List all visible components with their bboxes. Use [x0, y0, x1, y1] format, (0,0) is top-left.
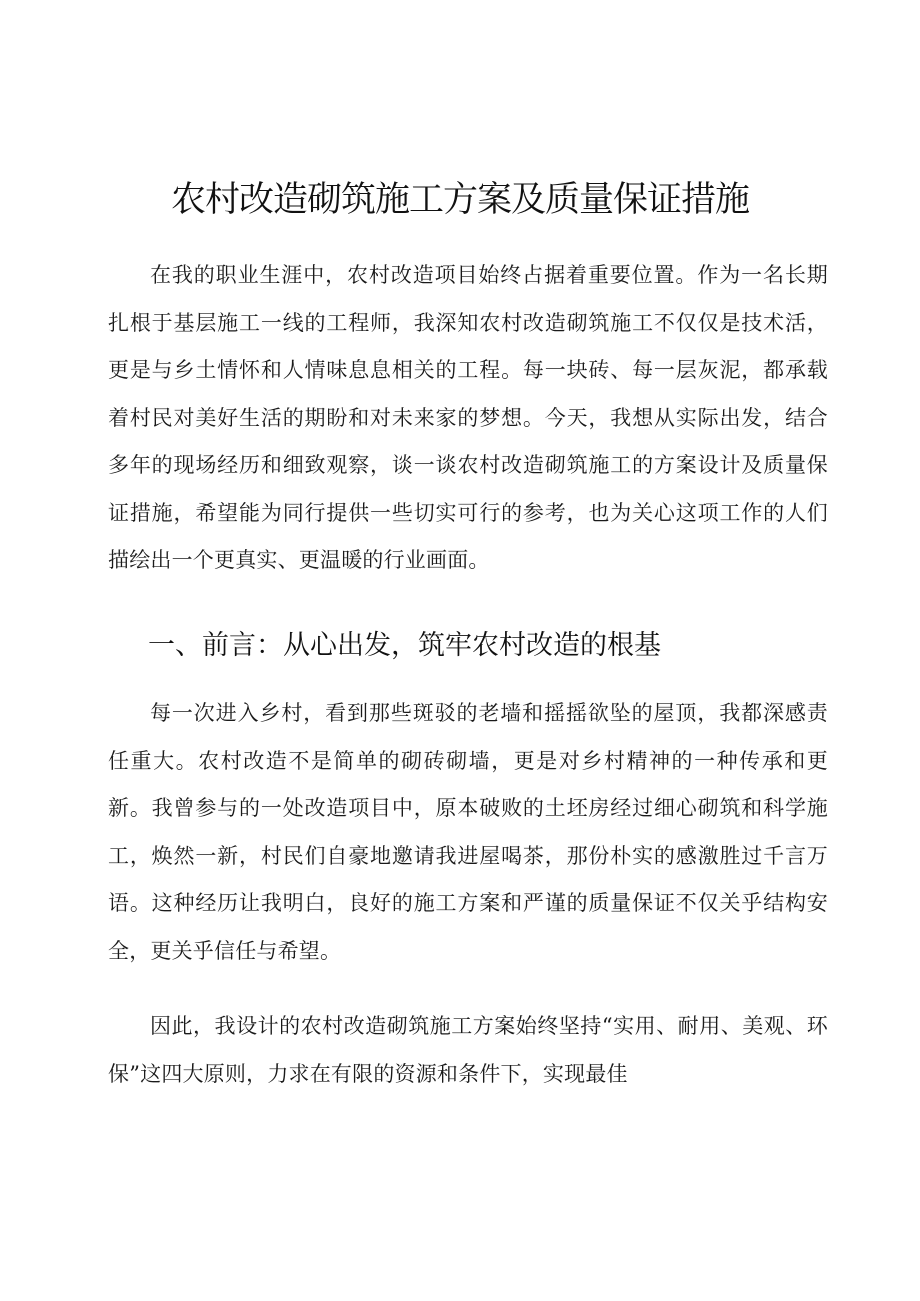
section-heading: 一、前言：从心出发，筑牢农村改造的根基 [148, 630, 661, 661]
intro-paragraph: 在我的职业生涯中，农村改造项目始终占据着重要位置。作为一名长期扎根于基层施工一线的工程师，我深知农村改造砌筑施工不仅仅是技术活，更是与乡土情怀和人情味息息相关的工程。每一块砖、每一层灰泥，都承载着村民对美好生活的期盼和对未来家的梦想。今天，我想从实际出发，结合多年的现场经历和细致观察，谈一谈农村改造砌筑施工的方案设计及质量保证措施，希望能为同行提供一些切实可行的参考，也为关心这项工作的人们描绘出一个更真实、更温暖的行业画面。 [108, 263, 828, 572]
body-paragraph: 因此，我设计的农村改造砌筑施工方案始终坚持“实用、耐用、美观、环保”这四大原则，力求在有限的资源和条件下，实现最佳 [108, 1014, 828, 1086]
body-paragraph: 每一次进入乡村，看到那些斑驳的老墙和摇摇欲坠的屋顶，我都深感责任重大。农村改造不是简单的砌砖砌墙，更是对乡村精神的一种传承和更新。我曾参与的一处改造项目中，原本破败的土坯房经过细心砌筑和科学施工，焕然一新，村民们自豪地邀请我进屋喝茶，那份朴实的感激胜过千言万语。这种经历让我明白，良好的施工方案和严谨的质量保证不仅关乎结构安全，更关乎信任与希望。 [108, 701, 828, 963]
document-title: 农村改造砌筑施工方案及质量保证措施 [170, 180, 749, 220]
